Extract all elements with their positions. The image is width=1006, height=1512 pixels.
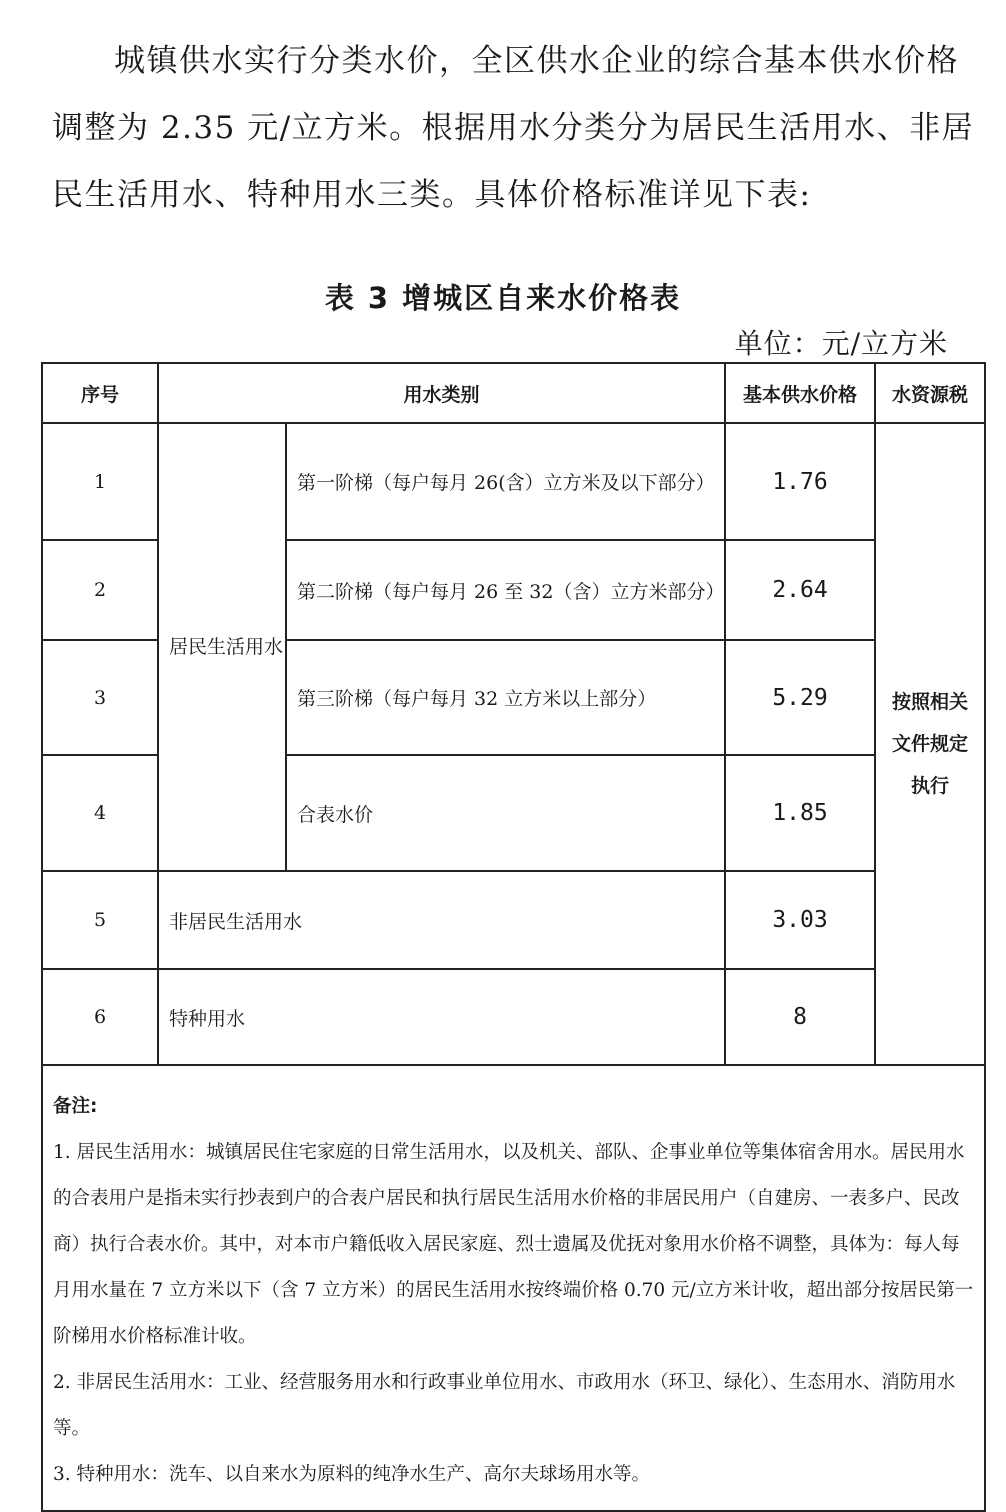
row-index: 2 (42, 540, 158, 640)
row-price: 5.29 (725, 640, 875, 755)
table-title: 表 3 增城区自来水价格表 (324, 281, 682, 315)
row-category: 第一阶梯（每户每月 26(含）立方米及以下部分） (286, 423, 725, 540)
tax-note-text: 按照相关文件规定执行 (892, 691, 969, 797)
row-index: 4 (42, 755, 158, 871)
table-header-row (42, 363, 985, 423)
tax-note-cell (875, 423, 985, 1065)
row-price: 1.76 (725, 423, 875, 540)
row-category: 合表水价 (286, 755, 725, 871)
row-price: 2.64 (725, 540, 875, 640)
table-row (42, 871, 985, 969)
row-price: 3.03 (725, 871, 875, 969)
header-category: 用水类别 (158, 363, 725, 423)
note-item: 2. 非居民生活用水：工业、经营服务用水和行政事业单位用水、市政用水（环卫、绿化）、生态用水、消防用水等。 (53, 1372, 956, 1439)
header-index: 序号 (42, 363, 158, 423)
row-category: 非居民生活用水 (158, 871, 725, 969)
row-price: 1.85 (725, 755, 875, 871)
note-item: 1. 居民生活用水：城镇居民住宅家庭的日常生活用水，以及机关、部队、企事业单位等集体宿舍用水。居民用水的合表用户是指未实行抄表到户的合表户居民和执行居民生活用水价格的非居民用户（自建房、一表多户、民改商）执行合表水价。其中，对本市户籍低收入居民家庭、烈士遗属及优抚对象用水价格不调整，具体为：每人每月用水量在 7 立方米以下（含 7 立方米）的居民生活用水按终端价格 0.70 元/立方米计收，超出部分按居民第一阶梯用水价格标准计收。 (53, 1142, 974, 1347)
row-price: 8 (725, 969, 875, 1065)
notes-heading: 备注: (53, 1096, 98, 1117)
row-index: 1 (42, 423, 158, 540)
row-category: 第三阶梯（每户每月 32 立方米以上部分） (286, 640, 725, 755)
row-category: 第二阶梯（每户每月 26 至 32（含）立方米部分） (286, 540, 725, 640)
row-category: 特种用水 (158, 969, 725, 1065)
notes-cell (42, 1065, 985, 1511)
row-index: 5 (42, 871, 158, 969)
header-tax: 水资源税 (875, 363, 985, 423)
intro-paragraph: 城镇供水实行分类水价，全区供水企业的综合基本供水价格调整为 2.35 元/立方米。根据用水分类分为居民生活用水、非居民生活用水、特种用水三类。具体价格标准详见下表: (52, 43, 975, 213)
notes-row (42, 1065, 985, 1511)
unit-label: 单位：元/立方米 (734, 327, 948, 360)
note-item: 3. 特种用水：洗车、以自来水为原料的纯净水生产、高尔夫球场用水等。 (53, 1464, 651, 1485)
resident-group-cell: 居民生活用水 (158, 423, 286, 871)
table-row (42, 969, 985, 1065)
table-row (42, 423, 985, 540)
row-index: 3 (42, 640, 158, 755)
header-price: 基本供水价格 (725, 363, 875, 423)
price-table (41, 362, 986, 1512)
row-index: 6 (42, 969, 158, 1065)
